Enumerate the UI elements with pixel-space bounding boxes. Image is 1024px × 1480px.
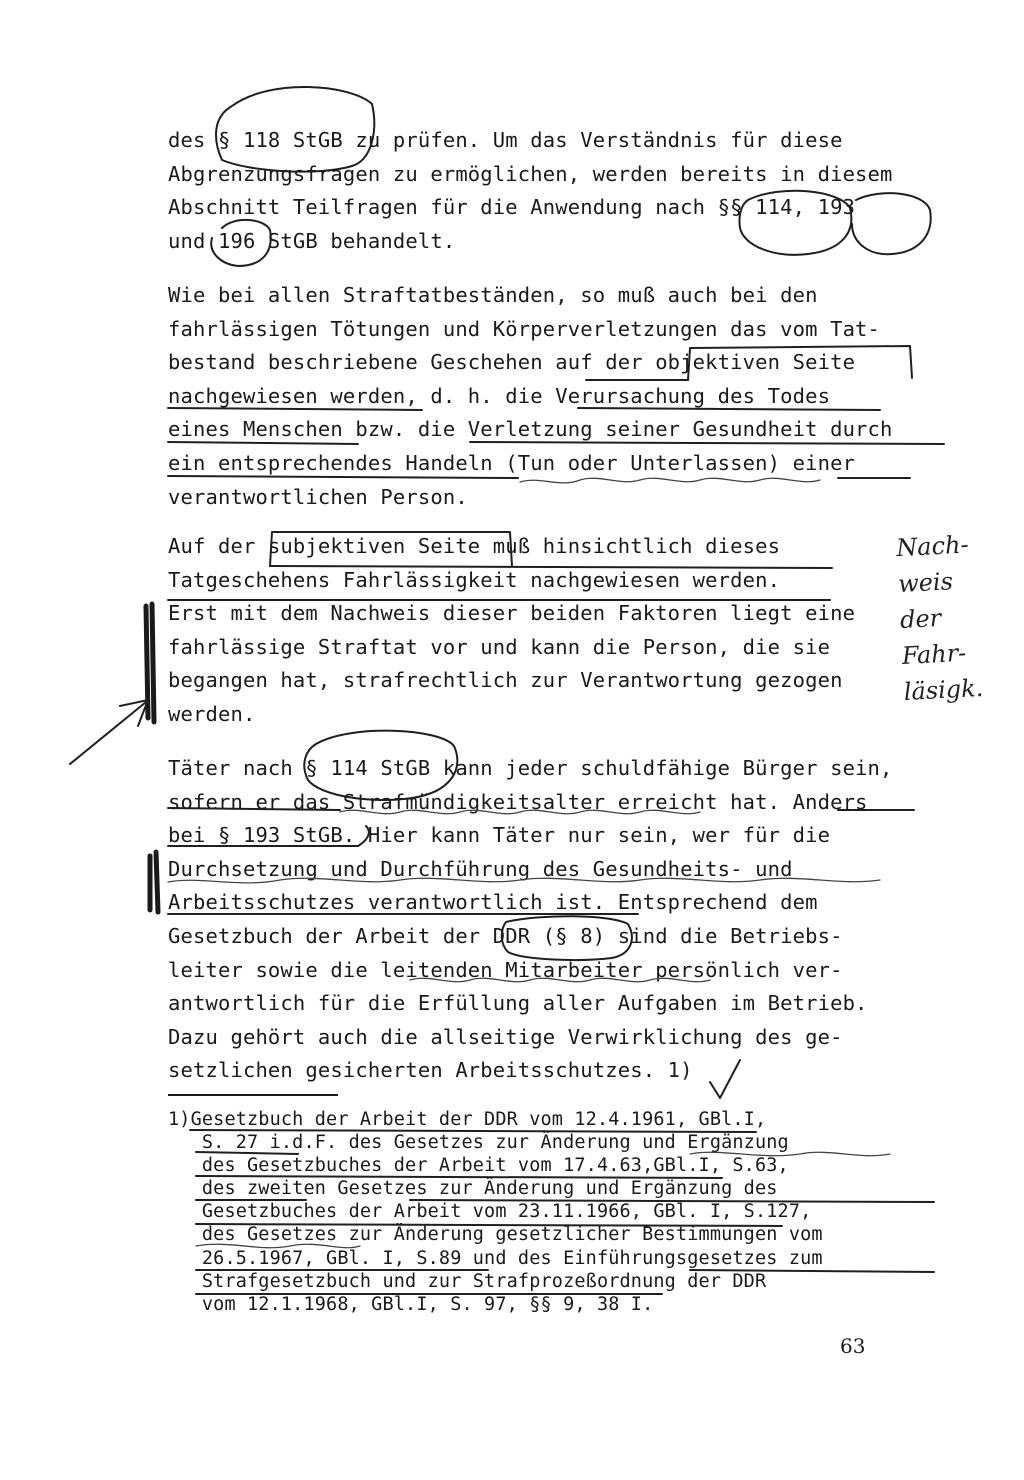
margin-bar-mark [146, 606, 148, 718]
footnote-line: 1)Gesetzbuch der Arbeit der DDR vom 12.4.1961, GBl.I, [168, 1109, 767, 1130]
text-line: leiter sowie die leitenden Mitarbeiter persönlich ver- [168, 957, 843, 982]
margin-note-line: weis [897, 567, 954, 599]
text-line: ein entsprechendes Handeln (Tun oder Unterlassen) einer [168, 450, 856, 475]
margin-note-line: Fahr- [901, 638, 967, 671]
footnote-line: des Gesetzbuches der Arbeit vom 17.4.63,GBl.I, S.63, [168, 1155, 789, 1177]
text-line: und 196 StGB behandelt. [168, 228, 456, 253]
margin-note-line: der [899, 603, 942, 635]
footnote-line: des zweiten Gesetzes zur Änderung und Ergänzung des [168, 1178, 778, 1200]
text-line: verantwortlichen Person. [168, 484, 468, 509]
text-line: Durchsetzung und Durchführung des Gesundheits- und [168, 856, 793, 881]
text-line: Wie bei allen Straftatbeständen, so muß auch bei den [168, 283, 818, 307]
footnote-separator [168, 1094, 338, 1096]
footnote-line: des Gesetzes zur Änderung gesetzlicher Bestimmungen vom [168, 1224, 823, 1246]
page-number: 63 [840, 1334, 866, 1358]
footnote-line: Gesetzbuches der Arbeit vom 23.11.1966, GBl. I, S.127, [168, 1201, 812, 1223]
text-line: antwortlich für die Erfüllung aller Aufgaben im Betrieb. [168, 991, 868, 1016]
text-line: Gesetzbuch der Arbeit der DDR (§ 8) sind die Betriebs- [168, 923, 843, 948]
arrow-mark [70, 702, 146, 764]
footnote-line: 26.5.1967, GBl. I, S.89 und des Einführungsgesetzes zum [168, 1247, 823, 1269]
footnote-line: vom 12.1.1968, GBl.I, S. 97, §§ 9, 38 I. [168, 1293, 654, 1315]
text-line: Arbeitsschutzes verantwortlich ist. Entsprechend dem [168, 890, 818, 915]
text-line: Erst mit dem Nachweis dieser beiden Faktoren liegt eine [168, 601, 856, 626]
text-line: sofern er das Strafmündigkeitsalter erreicht hat. Anders [168, 789, 868, 814]
text-line: Täter nach § 114 StGB kann jeder schuldfähige Bürger sein, [168, 756, 893, 780]
paragraph-1 [168, 124, 958, 258]
margin-bar-mark [152, 604, 154, 722]
paragraph-2 [168, 279, 958, 514]
paragraph-3 [168, 530, 958, 732]
margin-note-line: Nach- [895, 530, 970, 563]
text-line: werden. [168, 701, 256, 726]
handwritten-margin-note [895, 526, 984, 710]
margin-note-line: läsigk. [903, 673, 984, 706]
text-line: begangen hat, strafrechtlich zur Verantwortung gezogen [168, 668, 843, 693]
margin-bar-mark [156, 852, 158, 912]
text-line: bei § 193 StGB. Hier kann Täter nur sein, wer für die [168, 823, 831, 848]
text-line: Abgrenzungsfragen zu ermöglichen, werden bereits in diesem [168, 161, 893, 186]
footnote-line: Strafgesetzbuch und zur Strafprozeßordnung der DDR [168, 1270, 767, 1292]
text-line: nachgewiesen werden, d. h. die Verursachung des Todes [168, 383, 831, 408]
text-line: fahrlässige Straftat vor und kann die Person, die sie [168, 634, 831, 659]
text-line: fahrlässigen Tötungen und Körperverletzungen das vom Tat- [168, 316, 881, 341]
footnote-line: S. 27 i.d.F. des Gesetzes zur Änderung und Ergänzung [168, 1132, 789, 1154]
paragraph-4 [168, 752, 958, 1088]
text-line: Auf der subjektiven Seite muß hinsichtlich dieses [168, 534, 781, 558]
text-line: des § 118 StGB zu prüfen. Um das Verständnis für diese [168, 128, 843, 152]
text-line: bestand beschriebene Geschehen auf der objektiven Seite [168, 350, 856, 375]
text-line: eines Menschen bzw. die Verletzung seiner Gesundheit durch [168, 417, 893, 442]
text-line: Dazu gehört auch die allseitige Verwirklichung des ge- [168, 1024, 843, 1049]
text-line: Tatgeschehens Fahrlässigkeit nachgewiesen werden. [168, 567, 781, 592]
text-line: Abschnitt Teilfragen für die Anwendung nach §§ 114, 193 [168, 195, 856, 220]
arrow-mark [120, 700, 148, 726]
text-line: setzlichen gesicherten Arbeitsschutzes. 1) [168, 1058, 693, 1083]
footnote [168, 1108, 958, 1316]
